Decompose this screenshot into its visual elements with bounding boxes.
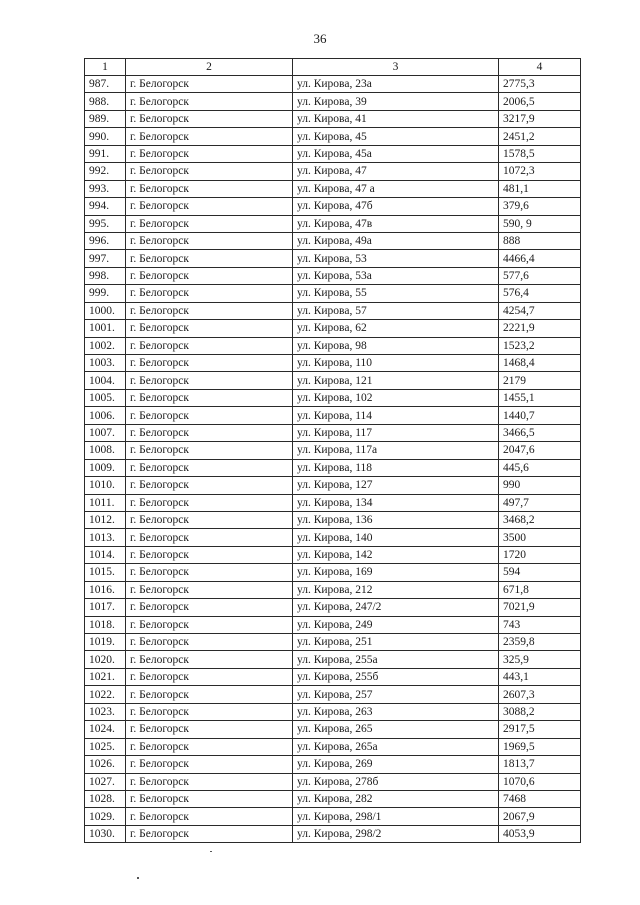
address-cell: ул. Кирова, 49а xyxy=(293,232,499,249)
table-row xyxy=(85,442,581,459)
address-cell: ул. Кирова, 278б xyxy=(293,773,499,790)
table-row xyxy=(85,76,581,93)
area-cell: 325,9 xyxy=(499,651,581,668)
table-row xyxy=(85,337,581,354)
row-number: 1005. xyxy=(85,389,126,406)
city-cell: г. Белогорск xyxy=(126,110,293,127)
area-cell: 7021,9 xyxy=(499,599,581,616)
city-cell: г. Белогорск xyxy=(126,703,293,720)
address-cell: ул. Кирова, 53 xyxy=(293,250,499,267)
address-cell: ул. Кирова, 269 xyxy=(293,756,499,773)
row-number: 997. xyxy=(85,250,126,267)
row-number: 1007. xyxy=(85,424,126,441)
area-cell: 2917,5 xyxy=(499,721,581,738)
row-number: 1000. xyxy=(85,302,126,319)
table-row xyxy=(85,738,581,755)
address-cell: ул. Кирова, 110 xyxy=(293,355,499,372)
table-row xyxy=(85,599,581,616)
address-cell: ул. Кирова, 55 xyxy=(293,285,499,302)
city-cell: г. Белогорск xyxy=(126,738,293,755)
area-cell: 2067,9 xyxy=(499,808,581,825)
table-row xyxy=(85,825,581,842)
area-cell: 1072,3 xyxy=(499,163,581,180)
table-row xyxy=(85,145,581,162)
table-row xyxy=(85,250,581,267)
row-number: 1029. xyxy=(85,808,126,825)
address-cell: ул. Кирова, 140 xyxy=(293,529,499,546)
address-cell: ул. Кирова, 45 xyxy=(293,128,499,145)
address-cell: ул. Кирова, 282 xyxy=(293,790,499,807)
area-cell: 1720 xyxy=(499,546,581,563)
table-row xyxy=(85,634,581,651)
table-row xyxy=(85,686,581,703)
row-number: 1028. xyxy=(85,790,126,807)
table-row xyxy=(85,808,581,825)
row-number: 991. xyxy=(85,145,126,162)
table-row xyxy=(85,494,581,511)
page-number: 36 xyxy=(313,31,327,46)
row-number: 993. xyxy=(85,180,126,197)
table-row xyxy=(85,773,581,790)
header-row xyxy=(85,59,581,76)
row-number: 1027. xyxy=(85,773,126,790)
table-row xyxy=(85,93,581,110)
city-cell: г. Белогорск xyxy=(126,285,293,302)
area-cell: 2775,3 xyxy=(499,76,581,93)
row-number: 1012. xyxy=(85,511,126,528)
row-number: 1023. xyxy=(85,703,126,720)
city-cell: г. Белогорск xyxy=(126,459,293,476)
table-row xyxy=(85,110,581,127)
table-row xyxy=(85,651,581,668)
table-row xyxy=(85,790,581,807)
city-cell: г. Белогорск xyxy=(126,407,293,424)
row-number: 1015. xyxy=(85,564,126,581)
area-cell: 594 xyxy=(499,564,581,581)
row-number: 998. xyxy=(85,267,126,284)
area-cell: 2179 xyxy=(499,372,581,389)
row-number: 996. xyxy=(85,232,126,249)
address-cell: ул. Кирова, 41 xyxy=(293,110,499,127)
row-number: 1010. xyxy=(85,477,126,494)
table-row xyxy=(85,407,581,424)
row-number: 994. xyxy=(85,198,126,215)
row-number: 1008. xyxy=(85,442,126,459)
city-cell: г. Белогорск xyxy=(126,825,293,842)
address-cell: ул. Кирова, 39 xyxy=(293,93,499,110)
row-number: 1025. xyxy=(85,738,126,755)
table-row xyxy=(85,477,581,494)
table-row xyxy=(85,424,581,441)
area-cell: 1969,5 xyxy=(499,738,581,755)
area-cell: 497,7 xyxy=(499,494,581,511)
table-row xyxy=(85,372,581,389)
address-cell: ул. Кирова, 53а xyxy=(293,267,499,284)
city-cell: г. Белогорск xyxy=(126,250,293,267)
address-cell: ул. Кирова, 255б xyxy=(293,668,499,685)
area-cell: 481,1 xyxy=(499,180,581,197)
row-number: 1009. xyxy=(85,459,126,476)
area-cell: 576,4 xyxy=(499,285,581,302)
row-number: 988. xyxy=(85,93,126,110)
address-cell: ул. Кирова, 47в xyxy=(293,215,499,232)
area-cell: 1468,4 xyxy=(499,355,581,372)
area-cell: 1813,7 xyxy=(499,756,581,773)
table-row xyxy=(85,163,581,180)
table-row xyxy=(85,703,581,720)
column-header-address: 3 xyxy=(293,59,499,76)
city-cell: г. Белогорск xyxy=(126,93,293,110)
city-cell: г. Белогорск xyxy=(126,686,293,703)
address-cell: ул. Кирова, 118 xyxy=(293,459,499,476)
address-cell: ул. Кирова, 136 xyxy=(293,511,499,528)
row-number: 989. xyxy=(85,110,126,127)
table-row xyxy=(85,320,581,337)
area-cell: 577,6 xyxy=(499,267,581,284)
address-cell: ул. Кирова, 47 xyxy=(293,163,499,180)
address-register-table xyxy=(84,58,581,843)
row-number: 1002. xyxy=(85,337,126,354)
column-header-city: 2 xyxy=(126,59,293,76)
city-cell: г. Белогорск xyxy=(126,372,293,389)
city-cell: г. Белогорск xyxy=(126,808,293,825)
address-cell: ул. Кирова, 251 xyxy=(293,634,499,651)
row-number: 1017. xyxy=(85,599,126,616)
table-row xyxy=(85,285,581,302)
table-row xyxy=(85,267,581,284)
row-number: 1001. xyxy=(85,320,126,337)
area-cell: 4254,7 xyxy=(499,302,581,319)
city-cell: г. Белогорск xyxy=(126,198,293,215)
address-cell: ул. Кирова, 45а xyxy=(293,145,499,162)
address-cell: ул. Кирова, 117а xyxy=(293,442,499,459)
area-cell: 4053,9 xyxy=(499,825,581,842)
city-cell: г. Белогорск xyxy=(126,581,293,598)
city-cell: г. Белогорск xyxy=(126,232,293,249)
column-header-area: 4 xyxy=(499,59,581,76)
row-number: 987. xyxy=(85,76,126,93)
city-cell: г. Белогорск xyxy=(126,773,293,790)
area-cell: 443,1 xyxy=(499,668,581,685)
row-number: 1004. xyxy=(85,372,126,389)
table-header xyxy=(85,59,581,76)
area-cell: 1578,5 xyxy=(499,145,581,162)
address-cell: ул. Кирова, 47б xyxy=(293,198,499,215)
city-cell: г. Белогорск xyxy=(126,355,293,372)
address-cell: ул. Кирова, 134 xyxy=(293,494,499,511)
area-cell: 3217,9 xyxy=(499,110,581,127)
area-cell: 3466,5 xyxy=(499,424,581,441)
row-number: 1006. xyxy=(85,407,126,424)
row-number: 1022. xyxy=(85,686,126,703)
address-cell: ул. Кирова, 249 xyxy=(293,616,499,633)
address-cell: ул. Кирова, 142 xyxy=(293,546,499,563)
table-row xyxy=(85,302,581,319)
table-row xyxy=(85,616,581,633)
row-number: 1024. xyxy=(85,721,126,738)
table-body xyxy=(85,76,581,843)
area-cell: 2359,8 xyxy=(499,634,581,651)
area-cell: 2607,3 xyxy=(499,686,581,703)
address-cell: ул. Кирова, 212 xyxy=(293,581,499,598)
table-row xyxy=(85,389,581,406)
city-cell: г. Белогорск xyxy=(126,215,293,232)
area-cell: 445,6 xyxy=(499,459,581,476)
address-cell: ул. Кирова, 62 xyxy=(293,320,499,337)
area-cell: 3500 xyxy=(499,529,581,546)
city-cell: г. Белогорск xyxy=(126,721,293,738)
city-cell: г. Белогорск xyxy=(126,529,293,546)
area-cell: 1440,7 xyxy=(499,407,581,424)
table-row xyxy=(85,529,581,546)
city-cell: г. Белогорск xyxy=(126,442,293,459)
table-row xyxy=(85,198,581,215)
table-row xyxy=(85,180,581,197)
city-cell: г. Белогорск xyxy=(126,634,293,651)
city-cell: г. Белогорск xyxy=(126,180,293,197)
row-number: 1020. xyxy=(85,651,126,668)
area-cell: 671,8 xyxy=(499,581,581,598)
city-cell: г. Белогорск xyxy=(126,668,293,685)
row-number: 1019. xyxy=(85,634,126,651)
address-cell: ул. Кирова, 57 xyxy=(293,302,499,319)
row-number: 995. xyxy=(85,215,126,232)
city-cell: г. Белогорск xyxy=(126,599,293,616)
city-cell: г. Белогорск xyxy=(126,267,293,284)
address-cell: ул. Кирова, 169 xyxy=(293,564,499,581)
area-cell: 1523,2 xyxy=(499,337,581,354)
table-row xyxy=(85,756,581,773)
table-row xyxy=(85,546,581,563)
column-header-number: 1 xyxy=(85,59,126,76)
table-row xyxy=(85,215,581,232)
area-cell: 379,6 xyxy=(499,198,581,215)
city-cell: г. Белогорск xyxy=(126,163,293,180)
row-number: 1011. xyxy=(85,494,126,511)
table-row xyxy=(85,232,581,249)
address-cell: ул. Кирова, 23а xyxy=(293,76,499,93)
area-cell: 743 xyxy=(499,616,581,633)
city-cell: г. Белогорск xyxy=(126,424,293,441)
table-row xyxy=(85,564,581,581)
area-cell: 2006,5 xyxy=(499,93,581,110)
row-number: 1021. xyxy=(85,668,126,685)
city-cell: г. Белогорск xyxy=(126,494,293,511)
city-cell: г. Белогорск xyxy=(126,790,293,807)
address-cell: ул. Кирова, 47 а xyxy=(293,180,499,197)
address-cell: ул. Кирова, 257 xyxy=(293,686,499,703)
scan-mark xyxy=(137,877,139,879)
area-cell: 2451,2 xyxy=(499,128,581,145)
area-cell: 590, 9 xyxy=(499,215,581,232)
table-row xyxy=(85,511,581,528)
area-cell: 990 xyxy=(499,477,581,494)
address-cell: ул. Кирова, 121 xyxy=(293,372,499,389)
area-cell: 3468,2 xyxy=(499,511,581,528)
table-row xyxy=(85,459,581,476)
row-number: 1003. xyxy=(85,355,126,372)
address-cell: ул. Кирова, 265 xyxy=(293,721,499,738)
city-cell: г. Белогорск xyxy=(126,302,293,319)
address-cell: ул. Кирова, 117 xyxy=(293,424,499,441)
city-cell: г. Белогорск xyxy=(126,477,293,494)
table-row xyxy=(85,668,581,685)
city-cell: г. Белогорск xyxy=(126,564,293,581)
table-row xyxy=(85,721,581,738)
row-number: 1018. xyxy=(85,616,126,633)
address-cell: ул. Кирова, 298/2 xyxy=(293,825,499,842)
city-cell: г. Белогорск xyxy=(126,756,293,773)
row-number: 1013. xyxy=(85,529,126,546)
address-cell: ул. Кирова, 114 xyxy=(293,407,499,424)
address-cell: ул. Кирова, 247/2 xyxy=(293,599,499,616)
address-cell: ул. Кирова, 127 xyxy=(293,477,499,494)
table-row xyxy=(85,355,581,372)
city-cell: г. Белогорск xyxy=(126,128,293,145)
area-cell: 4466,4 xyxy=(499,250,581,267)
area-cell: 1455,1 xyxy=(499,389,581,406)
area-cell: 2221,9 xyxy=(499,320,581,337)
row-number: 992. xyxy=(85,163,126,180)
address-cell: ул. Кирова, 263 xyxy=(293,703,499,720)
city-cell: г. Белогорск xyxy=(126,511,293,528)
row-number: 999. xyxy=(85,285,126,302)
address-cell: ул. Кирова, 298/1 xyxy=(293,808,499,825)
area-cell: 888 xyxy=(499,232,581,249)
area-cell: 1070,6 xyxy=(499,773,581,790)
address-cell: ул. Кирова, 98 xyxy=(293,337,499,354)
address-cell: ул. Кирова, 265а xyxy=(293,738,499,755)
row-number: 1026. xyxy=(85,756,126,773)
row-number: 990. xyxy=(85,128,126,145)
city-cell: г. Белогорск xyxy=(126,546,293,563)
address-cell: ул. Кирова, 255а xyxy=(293,651,499,668)
row-number: 1014. xyxy=(85,546,126,563)
area-cell: 3088,2 xyxy=(499,703,581,720)
city-cell: г. Белогорск xyxy=(126,76,293,93)
table-row xyxy=(85,128,581,145)
area-cell: 7468 xyxy=(499,790,581,807)
city-cell: г. Белогорск xyxy=(126,145,293,162)
city-cell: г. Белогорск xyxy=(126,337,293,354)
table-row xyxy=(85,581,581,598)
city-cell: г. Белогорск xyxy=(126,651,293,668)
city-cell: г. Белогорск xyxy=(126,616,293,633)
scan-mark xyxy=(210,851,212,852)
row-number: 1016. xyxy=(85,581,126,598)
address-cell: ул. Кирова, 102 xyxy=(293,389,499,406)
area-cell: 2047,6 xyxy=(499,442,581,459)
row-number: 1030. xyxy=(85,825,126,842)
city-cell: г. Белогорск xyxy=(126,320,293,337)
city-cell: г. Белогорск xyxy=(126,389,293,406)
